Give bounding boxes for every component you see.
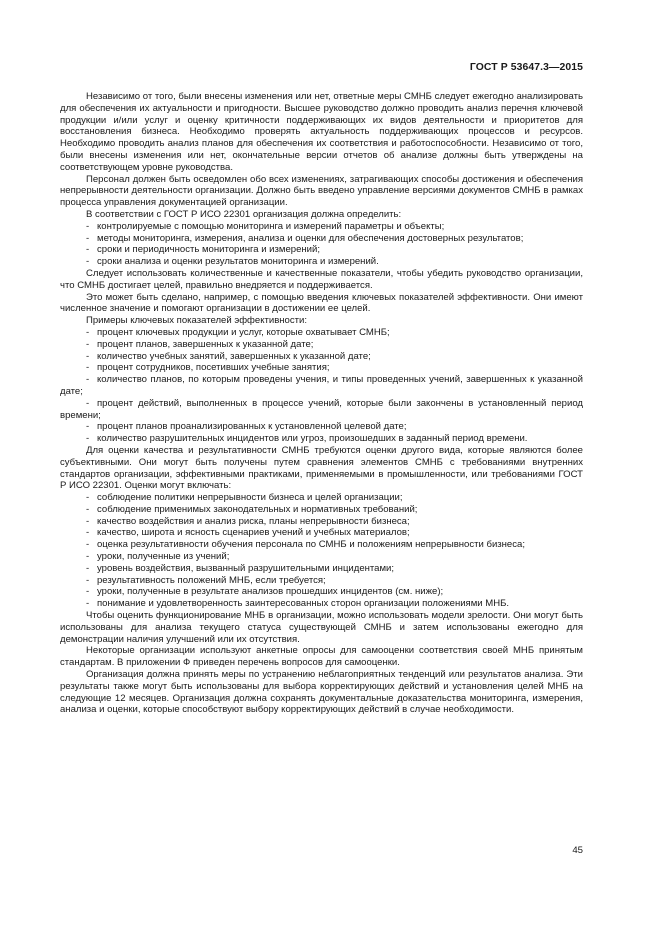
bullet-item [60, 351, 583, 363]
bullet-item [60, 527, 583, 539]
bullet-text: процент сотрудников, посетивших учебные занятия; [97, 362, 330, 374]
bullet-text: методы мониторинга, измерения, анализа и оценки для обеспечения достоверных результатов; [97, 232, 524, 244]
bullet-text: сроки анализа и оценки результатов мониторинга и измерений. [97, 256, 379, 268]
bullet-text: качество, широта и ясность сценариев учений и учебных материалов; [97, 527, 410, 539]
bullet-item [60, 433, 583, 445]
bullet-item [60, 504, 583, 516]
bullet-item [60, 539, 583, 551]
paragraph: Примеры ключевых показателей эффективности: [86, 315, 307, 327]
bullet-text: контролируемые с помощью мониторинга и измерений параметры и объекты; [97, 220, 445, 232]
bullet-dash: - [86, 433, 90, 445]
bullet-dash: - [86, 598, 90, 610]
bullet-item [60, 575, 583, 587]
bullet-text: уроки, полученные из учений; [97, 551, 230, 563]
bullet-text: процент планов, завершенных к указанной дате; [97, 338, 314, 350]
bullet-text: количество учебных занятий, завершенных к указанной дате; [97, 350, 371, 362]
bullet-item [60, 327, 583, 339]
bullet-text: понимание и удовлетворенность заинтересованных сторон организации положениями МНБ. [97, 598, 510, 610]
bullet-item [60, 516, 583, 528]
bullet-item [60, 492, 583, 504]
document-id: ГОСТ Р 53647.3—2015 [469, 62, 583, 73]
bullet-dash: - [86, 397, 90, 409]
paragraph: Это может быть сделано, например, с помощью введения ключевых показателей эффективности. Они имеют численное значение и помогают организации в достижении ее целей. [60, 291, 583, 315]
bullet-dash: - [86, 421, 90, 433]
bullet-item [60, 398, 583, 422]
bullet-text: количество планов, по которым проведены учения, и типы проведенных учений, завершенных к указанной дате; [60, 374, 583, 397]
bullet-dash: - [86, 562, 90, 574]
bullet-dash: - [86, 244, 90, 256]
bullet-item [60, 221, 583, 233]
bullet-item [60, 563, 583, 575]
bullet-dash: - [86, 551, 90, 563]
bullet-item [60, 586, 583, 598]
bullet-dash: - [86, 374, 90, 386]
paragraph: Организация должна принять меры по устранению неблагоприятных тенденций или результатов анализа. Эти результаты также могут быть использованы для выбора корректирующих действий и установления целей МНБ на следующие 12 месяцев. Организация должна сохранять документальные доказательства мониторинга, измерения, анализа и оценки, которые способствуют выбору корректирующих действий в случае необходимости. [60, 669, 583, 716]
bullet-item [60, 256, 583, 268]
bullet-item [60, 374, 583, 398]
bullet-dash: - [86, 326, 90, 338]
bullet-dash: - [86, 527, 90, 539]
bullet-text: количество разрушительных инцидентов или угроз, произошедших в заданный период времени. [97, 433, 528, 445]
bullet-dash: - [86, 350, 90, 362]
bullet-item [60, 339, 583, 351]
bullet-dash: - [86, 539, 90, 551]
bullet-text: процент действий, выполненных в процессе учений, которые были закончены в установленный период времени; [60, 397, 583, 421]
paragraph: Независимо от того, были внесены изменения или нет, ответные меры СМНБ следует ежегодно анализировать для обеспечения их актуальности и пригодности. Высшее руководство должно проводить анализ перечня ключевой продукции и/или услуг и оценку критичности поддерживающих их видов деятельности и приоритетов для восстановления бизнеса. Необходимо проверять актуальность поддерживающих процессов и ресурсов. Необходимо проводить анализ планов для обеспечения их соответствия и работоспособности. Независимо от того, были внесены изменения или нет, окончательные версии отчетов об анализе должны быть утверждены на соответствующем уровне руководства. [60, 91, 583, 173]
bullet-item [60, 244, 583, 256]
bullet-text: процент ключевых продукции и услуг, которые охватывает СМНБ; [97, 326, 390, 338]
bullet-dash: - [86, 362, 90, 374]
bullet-text: оценка результативности обучения персонала по СМНБ и положениям непрерывности бизнеса; [97, 539, 525, 551]
body-text [60, 91, 583, 716]
bullet-text: процент планов проанализированных к установленной целевой дате; [97, 421, 407, 433]
bullet-text: соблюдение применимых законодательных и нормативных требований; [97, 503, 418, 515]
page-number: 45 [572, 845, 583, 856]
bullet-dash: - [86, 232, 90, 244]
bullet-text: качество воздействия и анализ риска, планы непрерывности бизнеса; [97, 515, 410, 527]
paragraph: Некоторые организации используют анкетные опросы для самооценки соответствия своей МНБ принятым стандартам. В приложении Ф приведен перечень вопросов для самооценки. [60, 645, 583, 669]
bullet-text: уровень воздействия, вызванный разрушительными инцидентами; [97, 562, 395, 574]
paragraph: Чтобы оценить функционирование МНБ в организации, можно использовать модели зрелости. Они могут быть использованы для анализа текущего статуса существующей СМНБ и затем использованы ежегодно для демонстрации наличия улучшений или их отсутствия. [60, 610, 583, 645]
paragraph: В соответствии с ГОСТ Р ИСО 22301 организация должна определить: [86, 208, 402, 220]
bullet-item [60, 598, 583, 610]
bullet-dash: - [86, 492, 90, 504]
bullet-item [60, 551, 583, 563]
paragraph: Для оценки качества и результативности СМНБ требуются оценки другого вида, которые являются более субъективными. Они могут быть получены путем сравнения элементов СМНБ с требованиями внутренних стандартов организации, эффективными практиками, применяемыми в промышленности, или требованиями ГОСТ Р ИСО 22301. Оценки могут включать: [60, 444, 583, 492]
paragraph: Следует использовать количественные и качественные показатели, чтобы убедить руководство организации, что СМНБ достигает целей, правильно внедряется и поддерживается. [60, 267, 583, 291]
bullet-dash: - [86, 503, 90, 515]
bullet-text: сроки и периодичность мониторинга и измерений; [97, 244, 320, 256]
bullet-dash: - [86, 256, 90, 268]
bullet-item [60, 362, 583, 374]
bullet-dash: - [86, 515, 90, 527]
bullet-dash: - [86, 220, 90, 232]
bullet-dash: - [86, 574, 90, 586]
bullet-item [60, 233, 583, 245]
bullet-dash: - [86, 338, 90, 350]
bullet-dash: - [86, 586, 90, 598]
bullet-item [60, 421, 583, 433]
bullet-text: соблюдение политики непрерывности бизнеса и целей организации; [97, 492, 403, 504]
bullet-text: уроки, полученные в результате анализов прошедших инцидентов (см. ниже); [97, 586, 444, 598]
bullet-text: результативность положений МНБ, если требуется; [97, 574, 326, 586]
paragraph: Персонал должен быть осведомлен обо всех изменениях, затрагивающих способы достижения и обеспечения непрерывности деятельности организации. Должно быть введено управление версиями документов СМНБ в рамках процесса управления документацией организации. [60, 173, 583, 209]
